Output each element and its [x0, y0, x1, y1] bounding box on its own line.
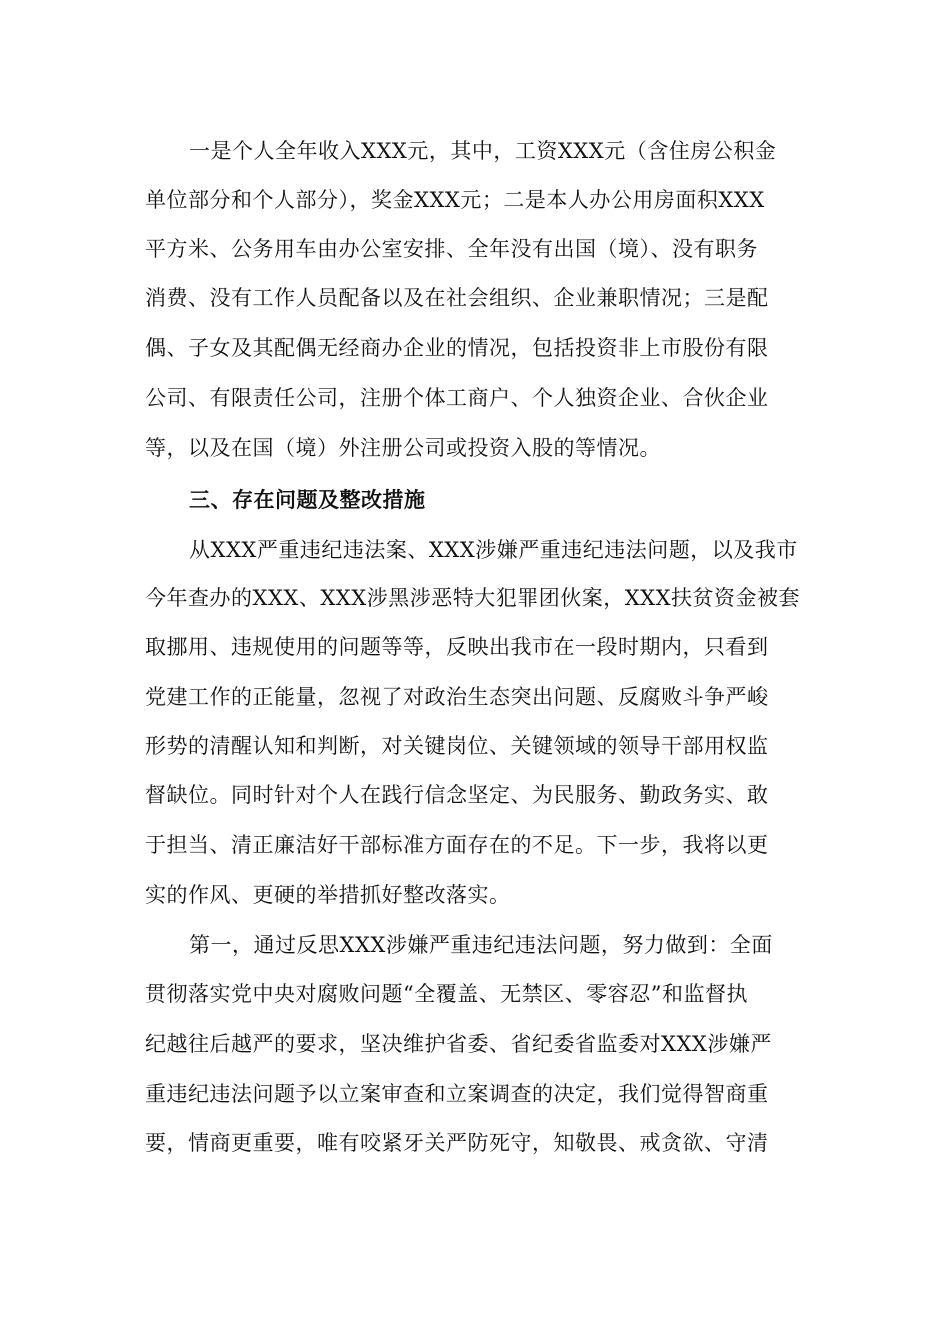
paragraph-2-line-8: 实的作风、更硬的举措抓好整改落实。 — [145, 883, 511, 907]
paragraph-2-line-5: 形势的清醒认知和判断，对关键岗位、关键领域的领导干部用权监 — [145, 734, 769, 758]
paragraph-3-line-1: 第一，通过反思XXX涉嫌严重违纪违法问题，努力做到：全面 — [189, 933, 773, 957]
section-heading: 三、存在问题及整改措施 — [189, 488, 426, 512]
paragraph-1-line-6: 公司、有限责任公司，注册个体工商户、个人独资企业、合伙企业 — [145, 386, 769, 410]
paragraph-3-line-5: 要，情商更重要，唯有咬紧牙关严防死守，知敬畏、戒贪欲、守清 — [145, 1131, 769, 1155]
paragraph-1-line-7: 等，以及在国（境）外注册公司或投资入股的等情况。 — [145, 436, 661, 460]
paragraph-3-line-4: 重违纪违法问题予以立案审查和立案调查的决定，我们觉得智商重 — [145, 1082, 769, 1106]
paragraph-1-line-5: 偶、子女及其配偶无经商办企业的情况，包括投资非上市股份有限 — [145, 336, 769, 360]
paragraph-3-line-2: 贯彻落实党中央对腐败问题“全覆盖、无禁区、零容忍”和监督执 — [145, 982, 748, 1006]
paragraph-2-line-2: 今年查办的XXX、XXX涉黑涉恶特大犯罪团伙案，XXX扶贫资金被套 — [145, 586, 801, 610]
paragraph-1-line-1: 一是个人全年收入XXX元，其中，工资XXX元（含住房公积金 — [189, 139, 777, 163]
paragraph-2-line-6: 督缺位。同时针对个人在践行信念坚定、为民服务、勤政务实、敢 — [145, 783, 769, 807]
paragraph-2-line-3: 取挪用、违规使用的问题等等，反映出我市在一段时期内，只看到 — [145, 635, 769, 659]
paragraph-2-line-1: 从XXX严重违纪违法案、XXX涉嫌严重违纪违法问题，以及我市 — [189, 538, 798, 562]
paragraph-1-line-4: 消费、没有工作人员配备以及在社会组织、企业兼职情况；三是配 — [145, 286, 769, 310]
paragraph-2-line-4: 党建工作的正能量，忽视了对政治生态突出问题、反腐败斗争严峻 — [145, 685, 769, 709]
paragraph-1-line-3: 平方米、公务用车由办公室安排、全年没有出国（境）、没有职务 — [145, 237, 758, 261]
paragraph-2-line-7: 于担当、清正廉洁好干部标准方面存在的不足。下一步，我将以更 — [145, 833, 769, 857]
paragraph-3-line-3: 纪越往后越严的要求，坚决维护省委、省纪委省监委对XXX涉嫌严 — [145, 1032, 772, 1056]
paragraph-1-line-2: 单位部分和个人部分），奖金XXX元；二是本人办公用房面积XXX — [145, 188, 765, 212]
